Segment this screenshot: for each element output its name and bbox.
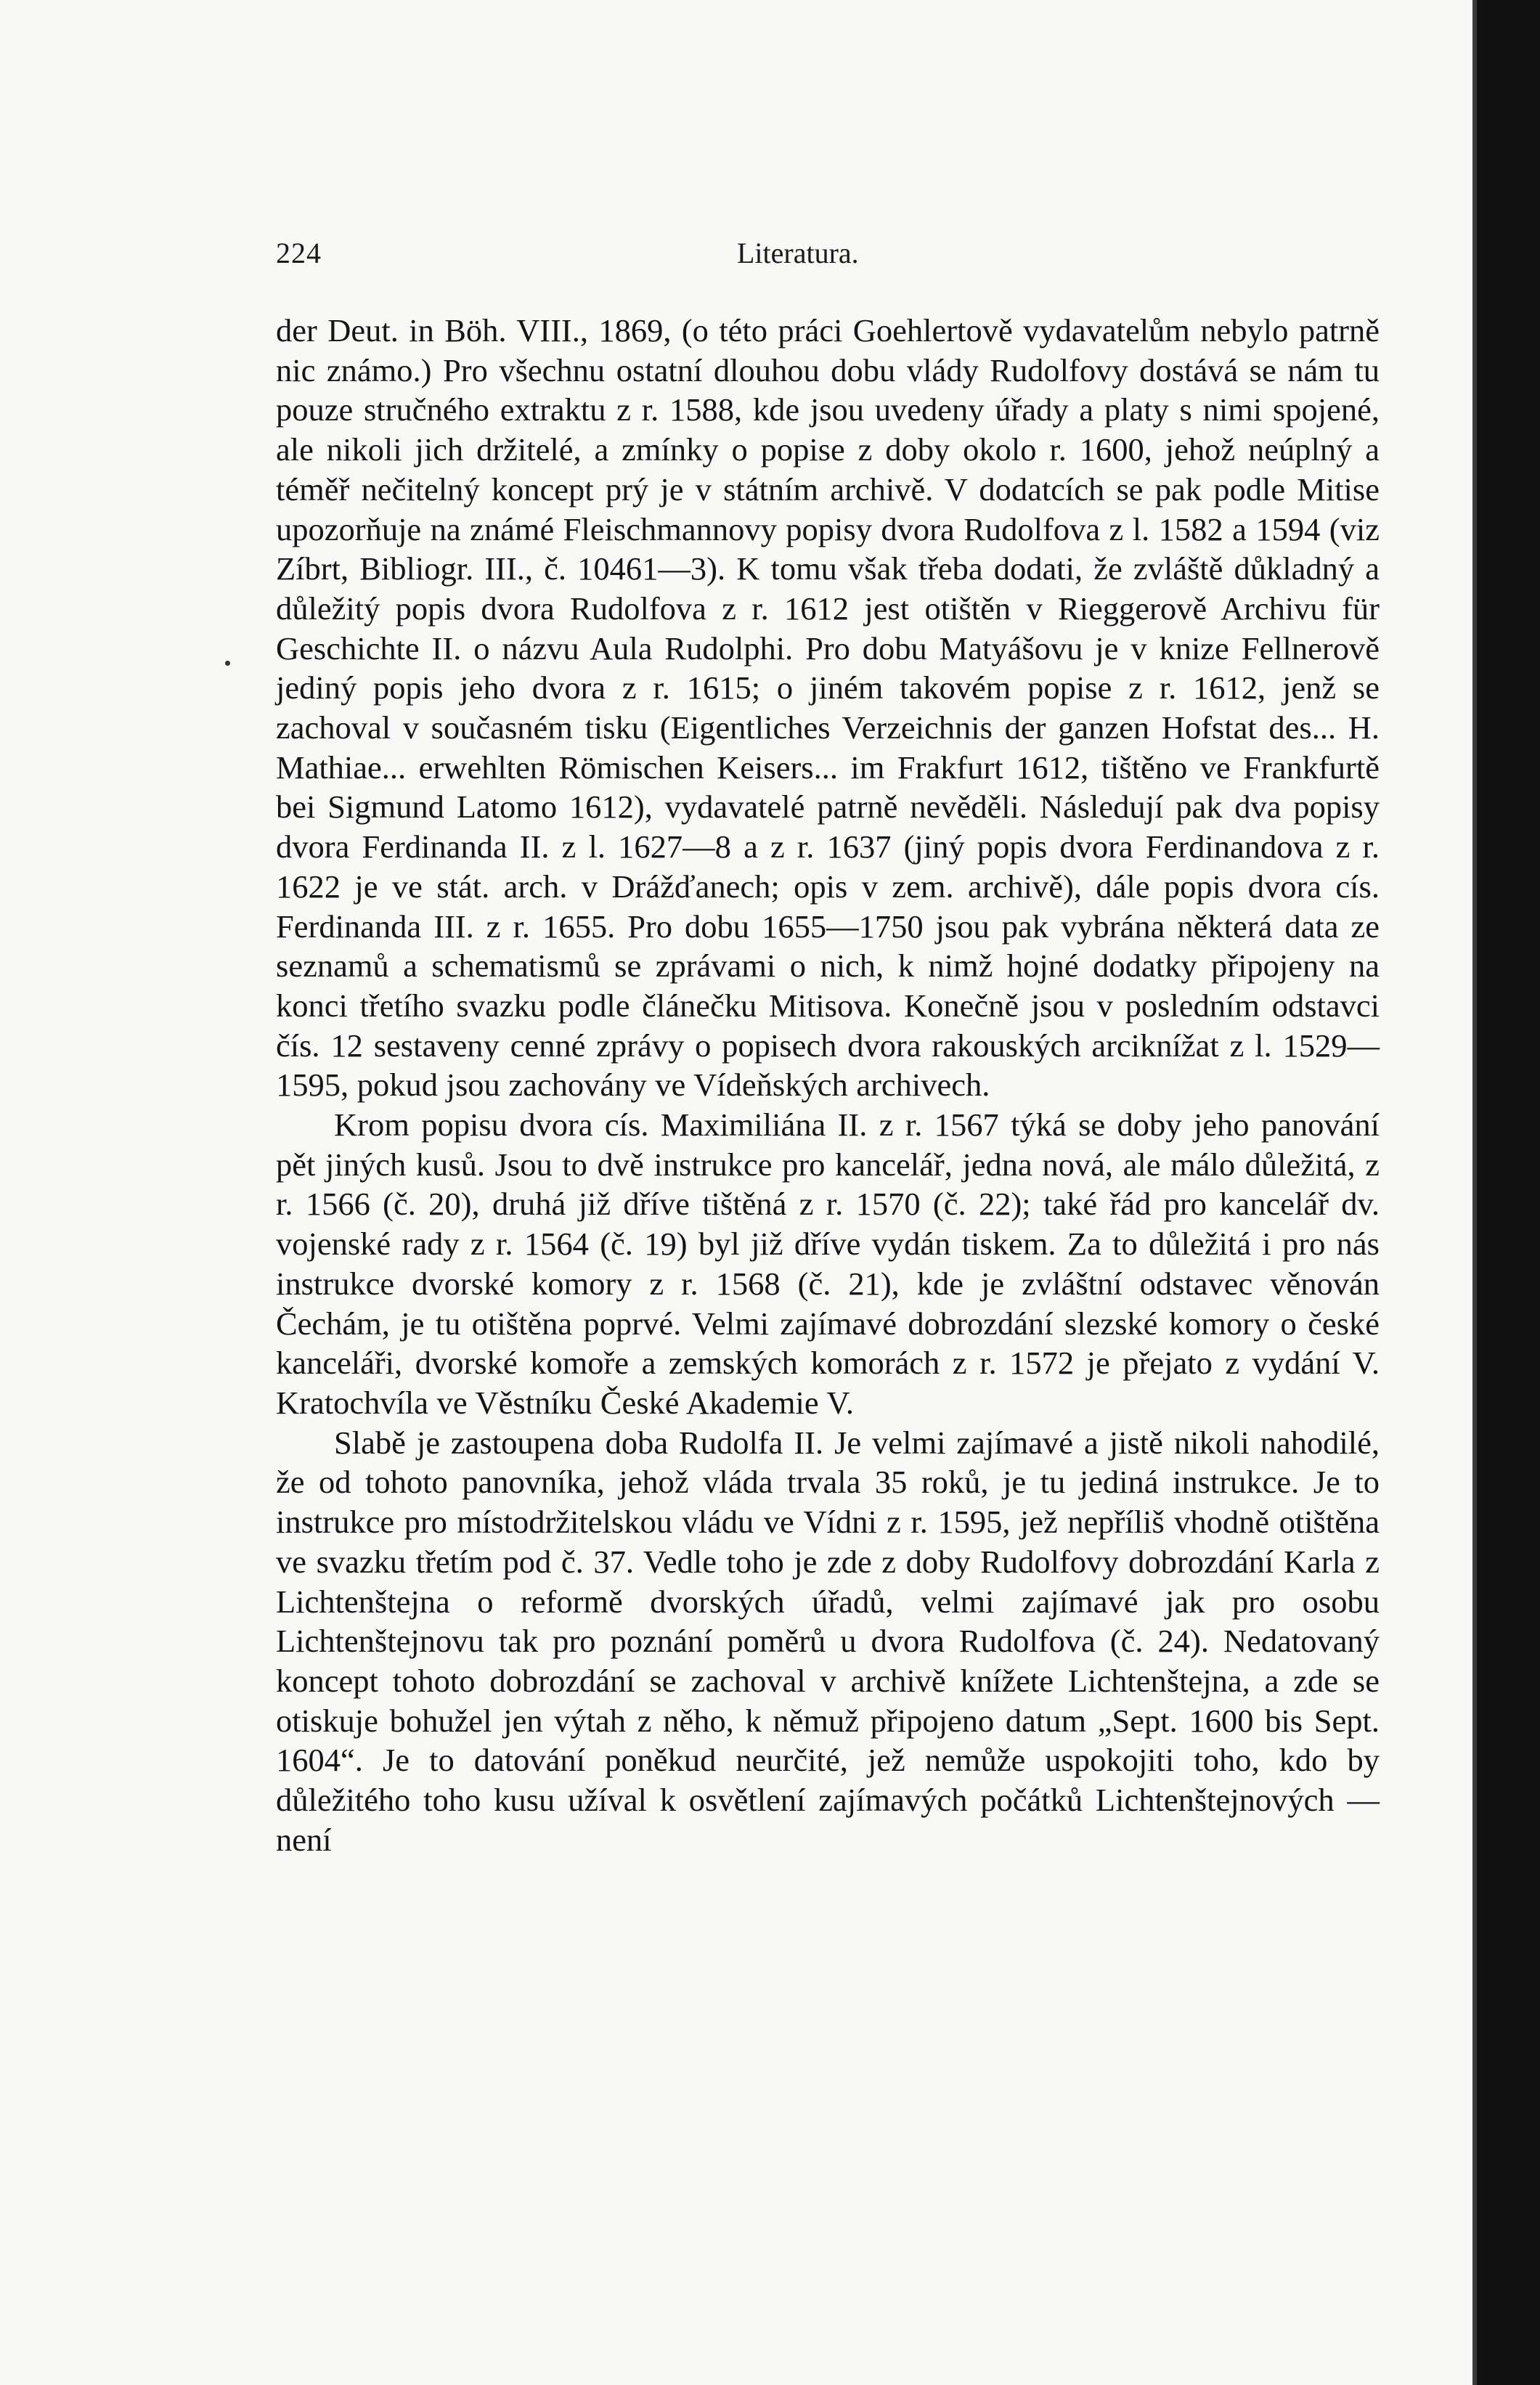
page-number: 224: [276, 237, 322, 269]
running-title: Literatura.: [737, 237, 859, 269]
page-edge-shadow: [1472, 0, 1540, 2385]
paragraph-2: Krom popisu dvora cís. Maximiliána II. z r. 1567 týká se doby jeho panování pět jiných kusů. Jsou to dvě instrukce pro kancelář, jedna nová, ale málo důležitá, z r. 1566 (č. 20), druhá již dříve tištěná z r. 1570 (č. 22); také řád pro kancelář dv. vojenské rady z r. 1564 (č. 19) byl již dříve vydán tiskem. Za to důležitá i pro nás instrukce dvorské komory z r. 1568 (č. 21), kde je zvláštní odstavec věnován Čechám, je tu otištěna poprvé. Velmi zajímavé dobrozdání slezské komory o české kanceláři, dvorské komoře a zemských komorách z r. 1572 je přejato z vydání V. Kratochvíla ve Věstníku České Akademie V.: [276, 1106, 1380, 1421]
paragraph-3: Slabě je zastoupena doba Rudolfa II. Je velmi zajímavé a jistě nikoli nahodilé, že od tohoto panovníka, jehož vláda trvala 35 roků, je tu jediná instrukce. Je to instrukce pro místodržitelskou vládu ve Vídni z r. 1595, jež nepříliš vhodně otištěna ve svazku třetím pod č. 37. Vedle toho je zde z doby Rudolfovy dobrozdání Karla z Lichtenštejna o reformě dvorských úřadů, velmi zajímavé jak pro osobu Lichtenštejnovu tak pro poznání poměrů u dvora Rudolfova (č. 24). Nedatovaný koncept tohoto dobrozdání se zachoval v archivě knížete Lichtenštejna, a zde se otiskuje bohužel jen výtah z něho, k němuž připojeno datum „Sept. 1600 bis Sept. 1604“. Je to datování poněkud neurčité, jež nemůže uspokojiti toho, kdo by důležitého toho kusu užíval k osvětlení zajímavých počátků Lichtenštejnových — není: [276, 1424, 1380, 1858]
margin-mark: [225, 661, 230, 666]
running-head: [276, 236, 1380, 280]
page-edge-highlight: [1472, 0, 1477, 2385]
body-text: [276, 311, 1380, 1859]
paragraph-1: der Deut. in Böh. VIII., 1869, (o této práci Goehlertově vydavatelům nebylo patrně nic známo.) Pro všechnu ostatní dlouhou dobu vlády Rudolfovy dostává se nám tu pouze stručného extraktu z r. 1588, kde jsou uvedeny úřady a platy s nimi spojené, ale nikoli jich držitelé, a zmínky o popise z doby okolo r. 1600, jehož neúplný a téměř nečitelný koncept prý je v státním archivě. V dodatcích se pak podle Mitise upozorňuje na známé Fleischmannovy popisy dvora Rudolfova z l. 1582 a 1594 (viz Zíbrt, Bibliogr. III., č. 10461—3). K tomu však třeba dodati, že zvláště důkladný a důležitý popis dvora Rudolfova z r. 1612 jest otištěn v Rieggerově Archivu für Geschichte II. o názvu Aula Rudolphi. Pro dobu Matyášovu je v knize Fellnerově jediný popis jeho dvora z r. 1615; o jiném takovém popise z r. 1612, jenž se zachoval v současném tisku (Eigentliches Verzeichnis der ganzen Hofstat des... H. Mathiae... erwehlten Römischen Keisers... im Frakfurt 1612, tištěno ve Frankfurtě bei Sigmund Latomo 1612), vydavatelé patrně nevěděli. Následují pak dva popisy dvora Ferdinanda II. z l. 1627—8 a z r. 1637 (jiný popis dvora Ferdinandova z r. 1622 je ve stát. arch. v Drážďanech; opis v zem. archivě), dále popis dvora cís. Ferdinanda III. z r. 1655. Pro dobu 1655—1750 jsou pak vybrána některá data ze seznamů a schematismů se zprávami o nich, k nimž hojné dodatky připojeny na konci třetího svazku podle článečku Mitisova. Konečně jsou v posledním odstavci čís. 12 sestaveny cenné zprávy o popisech dvora rakouských arciknížat z l. 1529—1595, pokud jsou zachovány ve Vídeňských archivech.: [276, 312, 1380, 1104]
